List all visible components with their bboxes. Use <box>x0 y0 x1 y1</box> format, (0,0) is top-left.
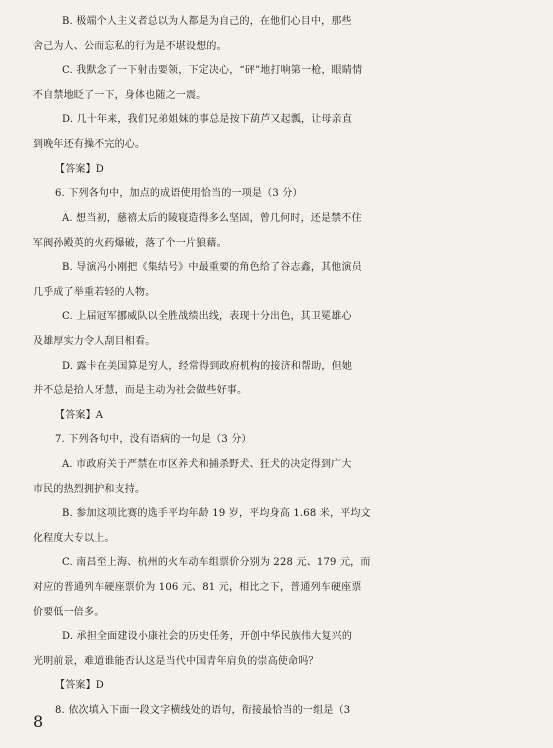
text-line: D. 露卡在美国算是穷人，经常得到政府机构的接济和帮助，但她 <box>62 360 353 372</box>
text-line: D. 几十年来，我们兄弟姐妹的事总是按下葫芦又起瓢，让母亲直 <box>62 114 353 126</box>
text-line: 舍己为人、公而忘私的行为是不堪设想的。 <box>33 40 227 52</box>
text-line: A. 想当初，慈禧太后的陵寝造得多么坚固，曾几何时，还是禁不住 <box>62 212 362 224</box>
text-line: 价要低一倍多。 <box>33 606 105 618</box>
text-line: B. 导演冯小刚把《集结号》中最重要的角色给了谷志鑫，其他演员 <box>62 262 362 274</box>
answer-line: 【答案】D <box>55 163 105 175</box>
text-line: 到晚年还有操不完的心。 <box>33 139 146 150</box>
text-line: 军阀孙殿英的火药爆破，落了个一片狼藉。 <box>33 237 227 249</box>
text-line: 不自禁地眨了一下，身体也随之一震。 <box>33 89 207 101</box>
question-line: 7. 下列各句中，没有语病的一句是（3 分） <box>55 434 252 446</box>
text-line: C. 我默念了一下射击要领，下定决心，“砰”地打响第一枪，眼睛情 <box>62 65 363 77</box>
text-line: 市民的热烈拥护和支持。 <box>33 483 146 495</box>
question-line: 8. 依次填入下面一段文字横线处的语句，衔接最恰当的一组是（3 <box>55 705 351 716</box>
text-line: C. 南昌至上海、杭州的火车动车组票价分别为 228 元、179 元，而 <box>62 557 371 569</box>
answer-line: 【答案】D <box>55 680 105 692</box>
text-line: B. 参加这项比赛的选手平均年龄 19 岁，平均身高 1.68 米，平均文 <box>62 508 371 520</box>
text-line: 及雄厚实力令人刮目相看。 <box>33 335 156 347</box>
text-line: B. 极端个人主义者总以为人都是为自己的，在他们心目中，那些 <box>62 16 352 27</box>
text-line: D. 承担全面建设小康社会的历史任务，开创中华民族伟大复兴的 <box>62 631 353 643</box>
text-line: 几乎成了举重若轻的人物。 <box>33 286 156 298</box>
text-line: 对应的普通列车硬座票价为 106 元、81 元，相比之下，普通列车硬座票 <box>33 582 362 593</box>
text-line: 化程度大专以上。 <box>33 532 115 544</box>
text-line: 光明前景，难道谁能否认这是当代中国青年肩负的崇高使命吗？ <box>33 655 319 667</box>
text-line: A. 市政府关于严禁在市区养犬和捕杀野犬、狂犬的决定得到广大 <box>62 458 352 470</box>
page-number: 8 <box>33 712 44 731</box>
text-line: C. 上届冠军挪威队以全胜战绩出线，表现十分出色，其卫冕雄心 <box>62 311 352 323</box>
question-line: 6. 下列各句中，加点的成语使用恰当的一项是（3 分） <box>55 188 303 200</box>
text-line: 并不总是拾人牙慧，而是主动为社会做些好事。 <box>33 385 248 397</box>
answer-line: 【答案】A <box>55 409 104 421</box>
